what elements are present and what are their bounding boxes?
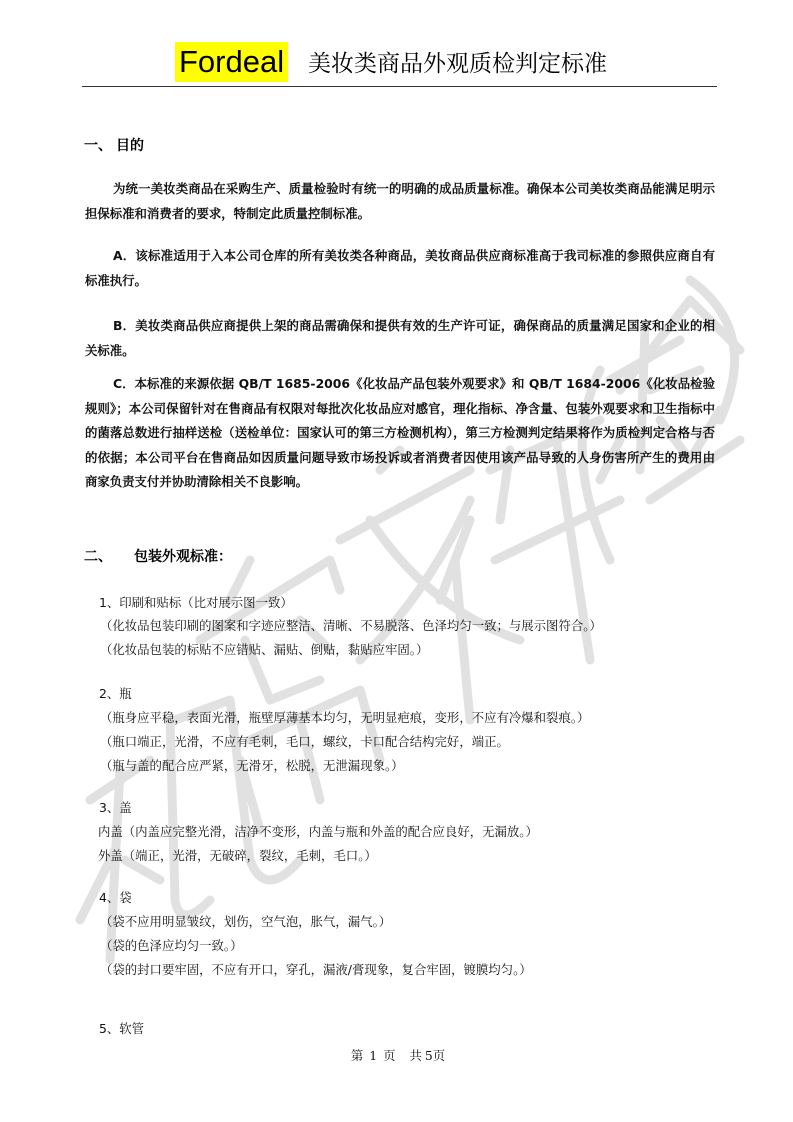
item-title-bag: 4、袋: [99, 890, 132, 905]
section-title: 目的: [116, 138, 144, 154]
section-number: 一、: [84, 138, 112, 154]
item-line: （袋不应用明显皱纹，划伤，空气泡，胀气，漏气。）: [100, 914, 392, 929]
section-number: 二、: [84, 549, 112, 565]
section-heading-packaging: [84, 547, 232, 567]
item-title-tube: 5、软管: [99, 1021, 145, 1036]
item-line: 外盖（端正，光滑，无破碎，裂纹，毛刺，毛口。）: [98, 848, 377, 863]
page-unit: 页: [383, 1048, 396, 1063]
page-total-prefix: 共: [409, 1048, 422, 1063]
page-total: 5: [424, 1048, 433, 1063]
page-header: [82, 40, 717, 87]
brand-logo: Fordeal: [175, 42, 288, 82]
purpose-paragraph: 为统一美妆类商品在采购生产、质量检验时有统一的明确的成品质量标准。确保本公司美妆类商品能满足明示担保标准和消费者的要求，特制定此质量控制标准。: [85, 181, 715, 221]
item-line: （袋的封口要牢固，不应有开口，穿孔，漏液/膏现象，复合牢固，镀膜均匀。）: [100, 962, 532, 977]
item-line: （化妆品包装的标贴不应错贴、漏贴、倒贴，黏贴应牢固。）: [100, 642, 429, 657]
clause-a-paragraph: A．该标准适用于入本公司仓库的所有美妆类各种商品，美妆商品供应商标准高于我司标准的参照供应商自有标准执行。: [85, 248, 715, 288]
clause-c-paragraph: C．本标准的来源依据 QB/T 1685-2006《化妆品产品包装外观要求》和 QB/T 1684-2006《化妆品检验规则》；本公司保留针对在售商品有权限对每批次化妆品应对感官，理化指标、净含量、包装外观要求和卫生指标中的菌落总数进行抽样送检（送检单位：国家认可的第三方检测机构），第三方检测判定结果将作为质检判定合格与否的依据；本公司平台在售商品如因质量问题导致市场投诉或者消费者因使用该产品导致的人身伤害所产生的费用由商家负责支付并协助清除相关不良影响。: [85, 376, 715, 489]
item-line: （瓶与盖的配合应严紧，无滑牙，松脱，无泄漏现象。）: [100, 758, 404, 773]
item-title-printing-labeling: 1、印刷和贴标（比对展示图一致）: [99, 595, 293, 610]
section-heading-purpose: [84, 136, 144, 156]
item-title-bottle: 2、瓶: [99, 686, 132, 701]
section-title: 包装外观标准：: [134, 549, 232, 565]
page-total-unit: 页: [432, 1048, 446, 1063]
clause-b-paragraph: B．美妆类商品供应商提供上架的商品需确保和提供有效的生产许可证，确保商品的质量满足国家和企业的相关标准。: [85, 318, 715, 358]
page-number: 1: [369, 1048, 378, 1063]
item-title-cap: 3、盖: [99, 800, 132, 815]
document-title: 美妆类商品外观质检判定标准: [308, 51, 607, 77]
item-line: （瓶身应平稳，表面光滑，瓶壁厚薄基本均匀，无明显疤痕，变形，不应有冷爆和裂痕。）: [100, 710, 590, 725]
page-prefix: 第: [350, 1048, 364, 1063]
item-line: （袋的色泽应均匀一致。）: [100, 938, 243, 953]
item-line: 内盖（内盖应完整光滑，洁净不变形，内盖与瓶和外盖的配合应良好，无漏放。）: [98, 824, 538, 839]
page-footer: [0, 1046, 793, 1066]
item-line: （瓶口端正，光滑，不应有毛刺，毛口，螺纹，卡口配合结构完好，端正。: [100, 734, 509, 749]
item-line: （化妆品包装印刷的图案和字迹应整洁、清晰、不易脱落、色泽均匀一致；与展示图符合。）: [100, 618, 602, 633]
